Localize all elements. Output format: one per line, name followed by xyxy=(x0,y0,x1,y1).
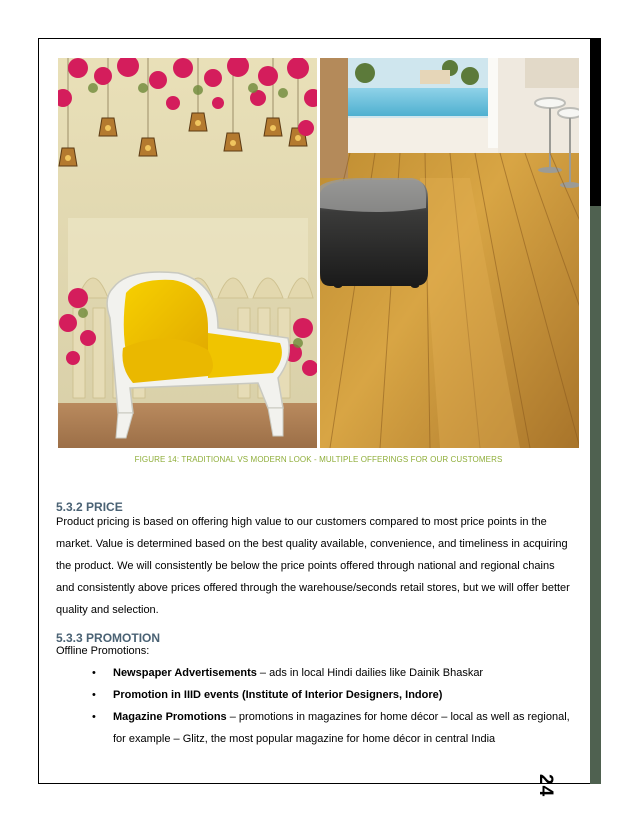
side-bar-black xyxy=(590,38,601,206)
price-line: market. Value is determined based on the best quality available, convenience, and timeliness in acquiring xyxy=(56,538,568,550)
promotion-list xyxy=(92,662,582,750)
figure-caption: FIGURE 14: TRADITIONAL VS MODERN LOOK - MULTIPLE OFFERINGS FOR OUR CUSTOMERS xyxy=(134,455,503,464)
offline-promotions-label: Offline Promotions: xyxy=(56,645,150,657)
list-item-continuation xyxy=(92,728,582,750)
list-item xyxy=(92,662,582,684)
figure xyxy=(58,58,579,448)
price-line: quality and selection. xyxy=(56,604,159,616)
page-number: 24 xyxy=(535,774,556,798)
side-bar-green xyxy=(590,206,601,784)
bullet-bold: Promotion in IIID events (Institute of Interior Designers, Indore) xyxy=(113,689,443,701)
bullet-bold: Newspaper Advertisements xyxy=(113,667,257,679)
price-paragraph xyxy=(56,511,576,621)
promotion-heading: 5.3.3 PROMOTION xyxy=(56,631,161,645)
bullet-text: – ads in local Hindi dailies like Dainik Bhaskar xyxy=(256,667,484,679)
price-line: the product. We will consistently be below the price points offered through national and regional chains xyxy=(56,560,555,572)
list-item xyxy=(92,684,582,706)
price-heading: 5.3.2 PRICE xyxy=(56,500,123,514)
bullet-bold: Magazine Promotions xyxy=(113,711,227,723)
traditional-interior-photo xyxy=(58,58,317,448)
price-line: Product pricing is based on offering high value to our customers compared to most price points in the xyxy=(56,516,547,528)
bullet-icon: • xyxy=(92,689,96,701)
bullet-icon: • xyxy=(92,667,96,679)
price-line: and consistently above prices offered through the warehouse/seconds retail stores, but we will offer better xyxy=(56,582,570,594)
list-item xyxy=(92,706,582,728)
bullet-text: – promotions in magazines for home décor – local as well as regional, xyxy=(226,711,570,723)
modern-interior-photo xyxy=(320,58,579,448)
bullet-text: for example – Glitz, the most popular magazine for home décor in central India xyxy=(113,733,496,745)
bullet-icon: • xyxy=(92,711,96,723)
